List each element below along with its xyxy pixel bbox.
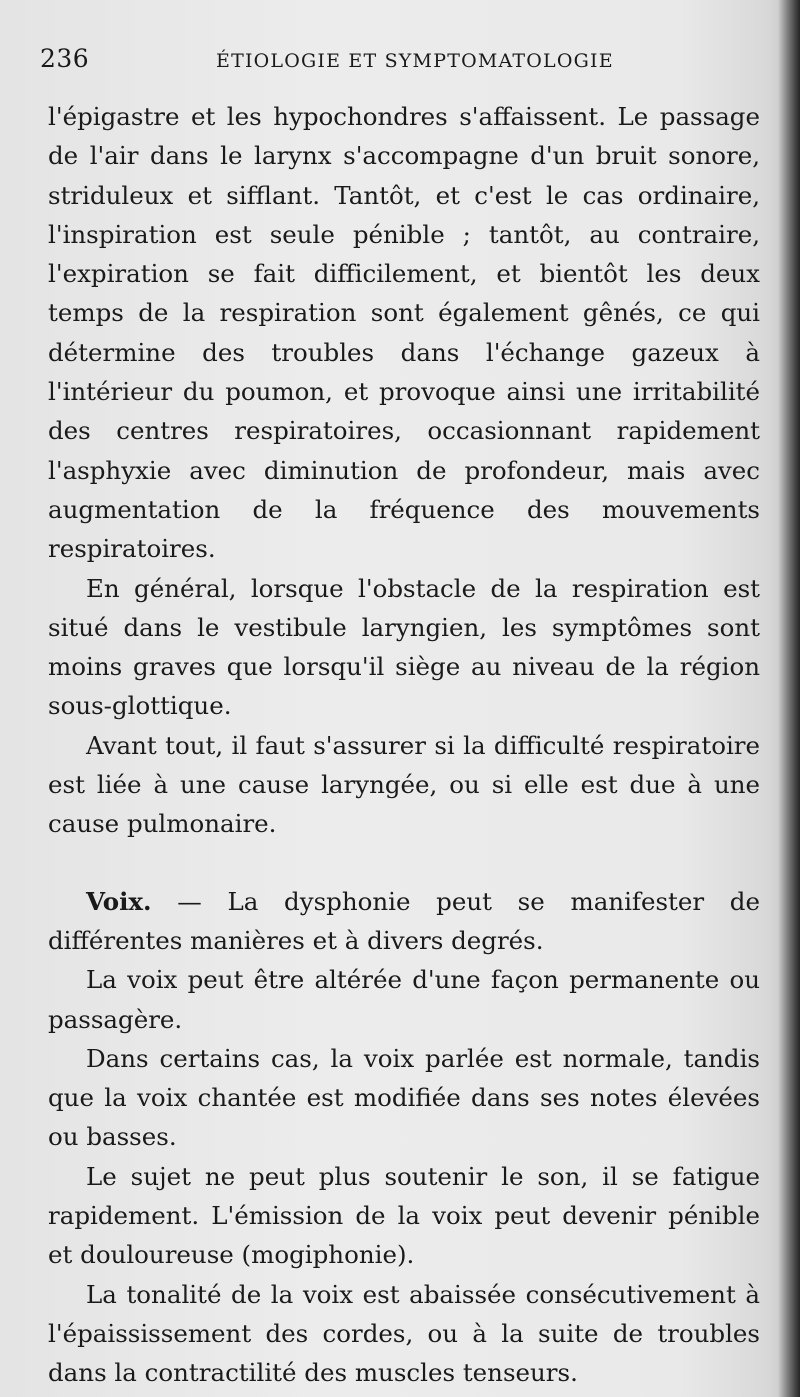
paragraph: La tonalité de la voix est abaissée consécutivement à l'épaississement des cordes, ou à la suite de troubles dans la contractilité des muscles tenseurs.: [48, 1279, 760, 1388]
paragraph: Le sujet ne peut plus soutenir le son, il se fatigue rapidement. L'émission de la voix peut devenir pénible et douloureuse (mogiphonie).: [48, 1161, 760, 1270]
paragraph: La voix peut être altérée d'une façon permanente ou passagère.: [48, 965, 760, 1034]
running-title: ÉTIOLOGIE ET SYMPTOMATOLOGIE: [216, 50, 614, 72]
paragraph: l'épigastre et les hypochondres s'affaissent. Le passage de l'air dans le larynx s'accompagne d'un bruit sonore, striduleux et sifflant. Tantôt, et c'est le cas ordinaire, l'inspiration est seule pénible ; tantôt, au contraire, l'expiration se fait difficilement, et bientôt les deux temps de la respiration sont également gênés, ce qui détermine des troubles dans l'échange gazeux à l'intérieur du poumon, et provoque ainsi une irritabilité des centres respiratoires, occasionnant rapidement l'asphyxie avec diminution de profondeur, mais avec augmentation de la fréquence des mouvements respiratoires.: [48, 102, 760, 564]
page-header: [40, 44, 740, 84]
page-binding-shadow: [778, 0, 800, 1397]
page-number: 236: [40, 44, 90, 73]
paragraph: Avant tout, il faut s'assurer si la difficulté respiratoire est liée à une cause laryngée, ou si elle est due à une cause pulmonaire.: [48, 730, 760, 839]
section-heading: Voix.: [86, 886, 152, 916]
paragraph: En général, lorsque l'obstacle de la respiration est situé dans le vestibule laryngien, les symptômes sont moins graves que lorsqu'il siège au niveau de la région sous-glottique.: [48, 573, 760, 721]
section-intro-text: — La dysphonie peut se manifester de différentes manières et à divers degrés.: [48, 886, 760, 955]
section-spacer: [48, 844, 760, 882]
body-text: [48, 97, 760, 1393]
paragraph: Dans certains cas, la voix parlée est normale, tandis que la voix chantée est modifiée dans ses notes élevées ou basses.: [48, 1043, 760, 1152]
section-intro: [48, 882, 760, 961]
